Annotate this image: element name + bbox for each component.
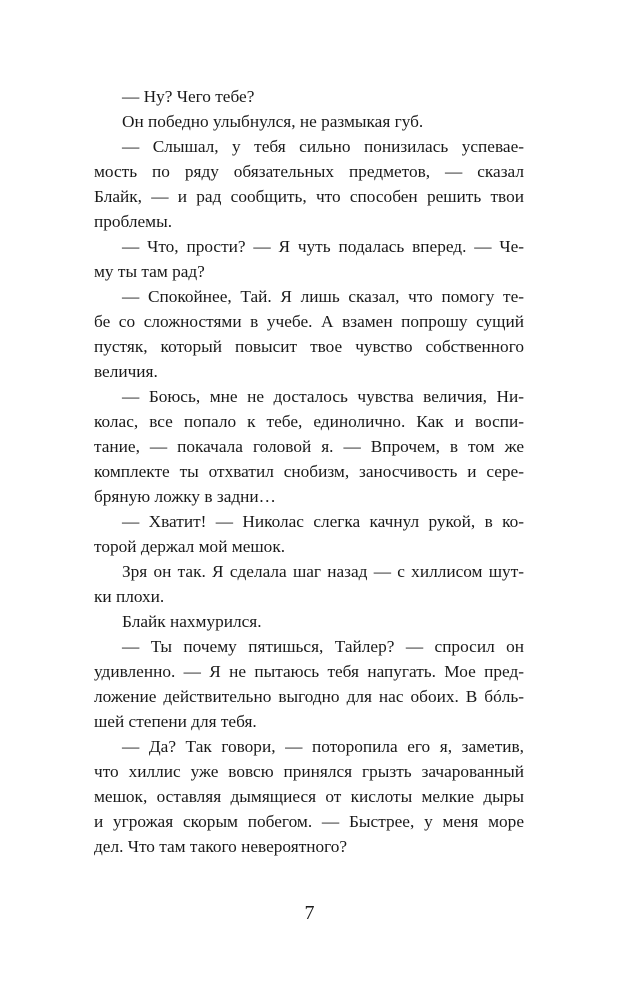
text-line: мешок, оставляя дымящиеся от кислоты мелкие дыры [94,787,524,806]
text-line: проблемы. [94,212,173,231]
text-line: — Ты почему пятишься, Тайлер? — спросил он [122,637,524,656]
text-line: — Ну? Чего тебе? [122,87,255,106]
text-line: — Спокойнее, Тай. Я лишь сказал, что помогу те- [122,287,524,306]
text-line: Блайк, — и рад сообщить, что способен решить твои [94,187,524,206]
text-line: мость по ряду обязательных предметов, — сказал [94,162,524,181]
text-line: — Слышал, у тебя сильно понизилась успевае- [122,137,524,156]
text-line: ки плохи. [94,587,165,606]
text-line: му ты там рад? [94,262,205,281]
text-line: бе со сложностями в учебе. А взамен попрошу сущий [94,312,524,331]
text-line: — Что, прости? — Я чуть подалась вперед. — Че- [122,237,524,256]
page-number: 7 [304,902,315,924]
text-line: Он победно улыбнулся, не размыкая губ. [122,112,424,131]
text-line: ложение действительно выгодно для нас обоих. В бóль- [94,687,524,706]
text-line: пустяк, который повысит твое чувство собственного [94,337,524,356]
text-line: колас, все попало к тебе, единолично. Как и воспи- [94,412,524,431]
text-line: — Боюсь, мне не досталось чувства величия, Ни- [122,387,524,406]
text-line: бряную ложку в задни… [94,487,276,506]
text-line: Блайк нахмурился. [122,612,262,631]
text-line: тание, — покачала головой я. — Впрочем, в том же [94,437,524,456]
text-line: — Хватит! — Николас слегка качнул рукой, в ко- [122,512,524,531]
text-line: Зря он так. Я сделала шаг назад — с хиллисом шут- [122,562,524,581]
text-line: дел. Что там такого невероятного? [94,837,348,856]
text-line: что хиллис уже вовсю принялся грызть зачарованный [94,762,524,781]
text-line: комплекте ты отхватил снобизм, заносчивость и сере- [94,462,524,481]
text-line: — Да? Так говори, — поторопила его я, заметив, [122,737,524,756]
text-line: и угрожая скорым побегом. — Быстрее, у меня море [94,812,524,831]
text-line: шей степени для тебя. [94,712,257,731]
text-line: удивленно. — Я не пытаюсь тебя напугать. Мое пред- [94,662,524,681]
text-line: величия. [94,362,158,381]
text-line: торой держал мой мешок. [94,537,286,556]
